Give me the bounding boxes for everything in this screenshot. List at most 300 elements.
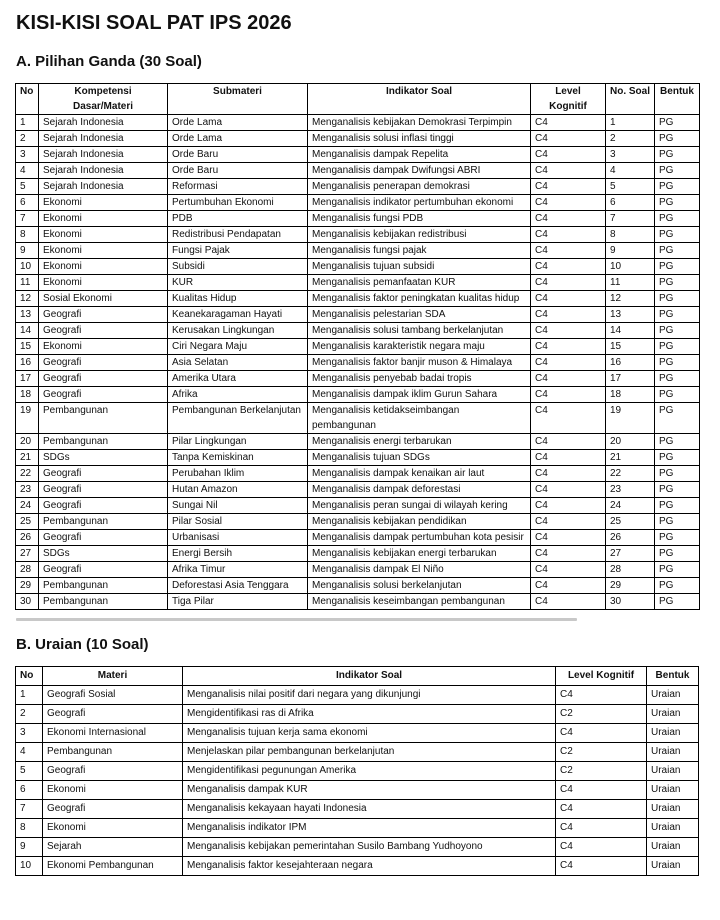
cell-bentuk: PG [655,307,700,323]
table-row [16,259,700,275]
cell-indikator: Menjelaskan pilar pembangunan berkelanjutan [183,743,556,762]
cell-submateri: Kualitas Hidup [168,291,308,307]
table-row [16,705,699,724]
cell-submateri: Orde Lama [168,115,308,131]
cell-submateri: Keanekaragaman Hayati [168,307,308,323]
cell-indikator: Menganalisis pemanfaatan KUR [308,275,531,291]
table-row [16,323,700,339]
cell-submateri: Pembangunan Berkelanjutan [168,403,308,434]
cell-materi: Geografi Sosial [43,686,183,705]
cell-submateri: Energi Bersih [168,546,308,562]
cell-no-soal: 25 [606,514,655,530]
cell-indikator: Menganalisis dampak iklim Gurun Sahara [308,387,531,403]
cell-bentuk: PG [655,530,700,546]
cell-bentuk: PG [655,514,700,530]
cell-kompetensi: Ekonomi [39,243,168,259]
cell-no: 8 [16,819,43,838]
cell-no: 4 [16,743,43,762]
cell-bentuk: PG [655,371,700,387]
cell-indikator: Menganalisis kebijakan energi terbarukan [308,546,531,562]
cell-indikator: Menganalisis dampak Repelita [308,147,531,163]
cell-level: C4 [556,819,647,838]
essay-table [15,666,699,876]
cell-level: C4 [531,243,606,259]
cell-level: C4 [531,291,606,307]
cell-no: 7 [16,211,39,227]
cell-indikator: Menganalisis fungsi pajak [308,243,531,259]
cell-bentuk: PG [655,115,700,131]
cell-level: C4 [556,724,647,743]
cell-bentuk: PG [655,227,700,243]
cell-no: 9 [16,243,39,259]
cell-submateri: Pilar Lingkungan [168,434,308,450]
cell-kompetensi: Geografi [39,482,168,498]
cell-bentuk: PG [655,131,700,147]
cell-level: C4 [531,514,606,530]
header-level: Level Kognitif [531,84,606,115]
cell-level: C4 [531,211,606,227]
cell-submateri: PDB [168,211,308,227]
cell-no: 16 [16,355,39,371]
cell-no-soal: 20 [606,434,655,450]
cell-no: 10 [16,857,43,876]
table-row [16,227,700,243]
horizontal-scrollbar[interactable] [16,618,577,621]
cell-level: C2 [556,705,647,724]
cell-kompetensi: Geografi [39,371,168,387]
cell-no: 10 [16,259,39,275]
cell-indikator: Menganalisis kebijakan pendidikan [308,514,531,530]
cell-bentuk: PG [655,147,700,163]
cell-indikator: Menganalisis kebijakan pemerintahan Susilo Bambang Yudhoyono [183,838,556,857]
cell-kompetensi: Geografi [39,307,168,323]
cell-no-soal: 22 [606,466,655,482]
cell-submateri: Tanpa Kemiskinan [168,450,308,466]
cell-indikator: Menganalisis energi terbarukan [308,434,531,450]
cell-no: 1 [16,686,43,705]
cell-kompetensi: Pembangunan [39,514,168,530]
cell-submateri: Afrika [168,387,308,403]
cell-no: 27 [16,546,39,562]
cell-bentuk: Uraian [647,762,699,781]
table-row [16,562,700,578]
cell-kompetensi: Ekonomi [39,195,168,211]
table-row [16,163,700,179]
cell-no: 20 [16,434,39,450]
header-bentuk: Bentuk [655,84,700,115]
table-row [16,307,700,323]
cell-bentuk: PG [655,195,700,211]
cell-bentuk: Uraian [647,819,699,838]
cell-bentuk: PG [655,355,700,371]
cell-kompetensi: Sejarah Indonesia [39,147,168,163]
cell-no: 7 [16,800,43,819]
cell-bentuk: PG [655,387,700,403]
cell-level: C4 [531,450,606,466]
cell-kompetensi: Pembangunan [39,594,168,610]
cell-no: 1 [16,115,39,131]
cell-bentuk: Uraian [647,781,699,800]
cell-materi: Pembangunan [43,743,183,762]
cell-level: C4 [531,131,606,147]
table-header-row [16,667,699,686]
cell-level: C4 [531,594,606,610]
cell-submateri: Orde Lama [168,131,308,147]
table-row [16,339,700,355]
cell-kompetensi: Ekonomi [39,339,168,355]
cell-indikator: Menganalisis fungsi PDB [308,211,531,227]
header-indikator: Indikator Soal [183,667,556,686]
cell-no: 17 [16,371,39,387]
cell-materi: Ekonomi Internasional [43,724,183,743]
cell-no: 5 [16,762,43,781]
header-submateri: Submateri [168,84,308,115]
cell-no: 11 [16,275,39,291]
cell-indikator: Menganalisis kebijakan redistribusi [308,227,531,243]
cell-materi: Geografi [43,762,183,781]
cell-level: C4 [556,857,647,876]
cell-no-soal: 11 [606,275,655,291]
cell-no: 19 [16,403,39,434]
header-level: Level Kognitif [556,667,647,686]
cell-kompetensi: Geografi [39,562,168,578]
cell-no-soal: 12 [606,291,655,307]
cell-level: C4 [531,387,606,403]
cell-no-soal: 21 [606,450,655,466]
cell-indikator: Menganalisis solusi berkelanjutan [308,578,531,594]
table-row [16,578,700,594]
cell-no-soal: 16 [606,355,655,371]
cell-no: 3 [16,147,39,163]
table-row [16,466,700,482]
cell-kompetensi: Sejarah Indonesia [39,131,168,147]
cell-materi: Ekonomi [43,819,183,838]
cell-submateri: Ciri Negara Maju [168,339,308,355]
cell-submateri: Deforestasi Asia Tenggara [168,578,308,594]
cell-no-soal: 30 [606,594,655,610]
cell-level: C4 [531,227,606,243]
cell-kompetensi: Pembangunan [39,578,168,594]
cell-no: 9 [16,838,43,857]
cell-bentuk: PG [655,562,700,578]
cell-bentuk: PG [655,578,700,594]
cell-kompetensi: Geografi [39,498,168,514]
cell-materi: Ekonomi [43,781,183,800]
cell-no-soal: 19 [606,403,655,434]
cell-level: C4 [531,466,606,482]
cell-kompetensi: Ekonomi [39,259,168,275]
section-a-title: A. Pilihan Ganda (30 Soal) [16,53,202,70]
cell-no-soal: 27 [606,546,655,562]
cell-level: C4 [556,800,647,819]
cell-indikator: Menganalisis kebijakan Demokrasi Terpimpin [308,115,531,131]
table-row [16,819,699,838]
cell-submateri: Reformasi [168,179,308,195]
cell-indikator: Menganalisis faktor peningkatan kualitas hidup [308,291,531,307]
cell-level: C2 [556,762,647,781]
cell-no: 21 [16,450,39,466]
cell-indikator: Menganalisis indikator IPM [183,819,556,838]
cell-no: 3 [16,724,43,743]
cell-no: 4 [16,163,39,179]
table-header-row [16,84,700,115]
table-row [16,781,699,800]
cell-indikator: Menganalisis dampak KUR [183,781,556,800]
table-row [16,762,699,781]
page-title: KISI-KISI SOAL PAT IPS 2026 [16,12,292,34]
table-row [16,434,700,450]
cell-bentuk: PG [655,259,700,275]
cell-level: C4 [531,546,606,562]
cell-bentuk: PG [655,546,700,562]
cell-no: 15 [16,339,39,355]
cell-bentuk: PG [655,211,700,227]
cell-indikator: Menganalisis pelestarian SDA [308,307,531,323]
cell-no: 28 [16,562,39,578]
cell-indikator: Mengidentifikasi pegunungan Amerika [183,762,556,781]
cell-level: C2 [556,743,647,762]
header-bentuk: Bentuk [647,667,699,686]
cell-bentuk: PG [655,179,700,195]
cell-indikator: Menganalisis keseimbangan pembangunan [308,594,531,610]
cell-kompetensi: SDGs [39,546,168,562]
cell-indikator: Menganalisis dampak Dwifungsi ABRI [308,163,531,179]
cell-level: C4 [531,195,606,211]
cell-level: C4 [531,482,606,498]
cell-level: C4 [531,323,606,339]
cell-kompetensi: Sejarah Indonesia [39,179,168,195]
table-row [16,403,700,434]
cell-no-soal: 28 [606,562,655,578]
cell-bentuk: PG [655,323,700,339]
cell-level: C4 [531,355,606,371]
cell-level: C4 [531,562,606,578]
cell-no: 22 [16,466,39,482]
cell-indikator: Menganalisis dampak kenaikan air laut [308,466,531,482]
cell-indikator: Menganalisis penyebab badai tropis [308,371,531,387]
cell-submateri: KUR [168,275,308,291]
cell-bentuk: Uraian [647,686,699,705]
cell-no: 2 [16,705,43,724]
cell-bentuk: Uraian [647,705,699,724]
cell-no-soal: 6 [606,195,655,211]
cell-no: 24 [16,498,39,514]
header-no: No [16,84,39,115]
cell-bentuk: Uraian [647,838,699,857]
cell-level: C4 [531,339,606,355]
cell-no: 12 [16,291,39,307]
cell-no-soal: 9 [606,243,655,259]
cell-no-soal: 15 [606,339,655,355]
cell-indikator: Menganalisis tujuan kerja sama ekonomi [183,724,556,743]
header-no: No [16,667,43,686]
table-row [16,450,700,466]
cell-no: 6 [16,781,43,800]
cell-submateri: Sungai Nil [168,498,308,514]
cell-level: C4 [531,163,606,179]
cell-indikator: Menganalisis faktor kesejahteraan negara [183,857,556,876]
cell-no: 30 [16,594,39,610]
cell-no-soal: 13 [606,307,655,323]
table-row [16,838,699,857]
cell-level: C4 [531,307,606,323]
cell-no: 5 [16,179,39,195]
cell-no-soal: 26 [606,530,655,546]
cell-indikator: Menganalisis dampak pertumbuhan kota pesisir [308,530,531,546]
cell-indikator: Menganalisis solusi inflasi tinggi [308,131,531,147]
cell-indikator: Menganalisis penerapan demokrasi [308,179,531,195]
cell-no: 14 [16,323,39,339]
table-row [16,211,700,227]
cell-no-soal: 1 [606,115,655,131]
cell-indikator: Menganalisis tujuan subsidi [308,259,531,275]
cell-submateri: Redistribusi Pendapatan [168,227,308,243]
table-row [16,724,699,743]
cell-bentuk: PG [655,450,700,466]
cell-materi: Sejarah [43,838,183,857]
cell-bentuk: PG [655,275,700,291]
cell-no-soal: 3 [606,147,655,163]
cell-level: C4 [556,781,647,800]
cell-submateri: Orde Baru [168,163,308,179]
cell-bentuk: PG [655,403,700,434]
cell-submateri: Pertumbuhan Ekonomi [168,195,308,211]
cell-kompetensi: Ekonomi [39,275,168,291]
cell-kompetensi: Geografi [39,323,168,339]
table-row [16,147,700,163]
table-row [16,195,700,211]
cell-level: C4 [556,686,647,705]
cell-submateri: Asia Selatan [168,355,308,371]
cell-no-soal: 23 [606,482,655,498]
header-kompetensi: Kompetensi Dasar/Materi [39,84,168,115]
cell-level: C4 [531,498,606,514]
cell-kompetensi: Sejarah Indonesia [39,115,168,131]
cell-no-soal: 4 [606,163,655,179]
table-row [16,115,700,131]
cell-submateri: Perubahan Iklim [168,466,308,482]
cell-bentuk: PG [655,594,700,610]
table-row [16,291,700,307]
cell-no: 2 [16,131,39,147]
cell-no: 26 [16,530,39,546]
cell-no: 23 [16,482,39,498]
table-row [16,482,700,498]
table-row [16,243,700,259]
cell-submateri: Pilar Sosial [168,514,308,530]
cell-no: 13 [16,307,39,323]
table-row [16,800,699,819]
header-materi: Materi [43,667,183,686]
cell-level: C4 [531,179,606,195]
cell-level: C4 [531,147,606,163]
cell-indikator: Menganalisis dampak El Niño [308,562,531,578]
cell-no: 18 [16,387,39,403]
table-row [16,594,700,610]
table-row [16,371,700,387]
cell-no: 6 [16,195,39,211]
cell-kompetensi: Ekonomi [39,227,168,243]
cell-bentuk: PG [655,291,700,307]
cell-bentuk: PG [655,243,700,259]
cell-bentuk: PG [655,498,700,514]
table-row [16,743,699,762]
cell-bentuk: PG [655,466,700,482]
table-row [16,686,699,705]
cell-submateri: Fungsi Pajak [168,243,308,259]
section-b-title: B. Uraian (10 Soal) [16,636,149,653]
cell-no-soal: 24 [606,498,655,514]
cell-indikator: Menganalisis peran sungai di wilayah kering [308,498,531,514]
cell-no-soal: 14 [606,323,655,339]
cell-indikator: Menganalisis karakteristik negara maju [308,339,531,355]
cell-kompetensi: Sejarah Indonesia [39,163,168,179]
table-row [16,514,700,530]
cell-kompetensi: SDGs [39,450,168,466]
table-row [16,546,700,562]
cell-no-soal: 29 [606,578,655,594]
cell-bentuk: Uraian [647,724,699,743]
cell-level: C4 [531,275,606,291]
cell-no: 8 [16,227,39,243]
cell-no-soal: 10 [606,259,655,275]
cell-bentuk: PG [655,339,700,355]
cell-level: C4 [531,115,606,131]
cell-no-soal: 7 [606,211,655,227]
cell-indikator: Menganalisis kekayaan hayati Indonesia [183,800,556,819]
cell-submateri: Kerusakan Lingkungan [168,323,308,339]
cell-level: C4 [531,403,606,434]
cell-indikator: Menganalisis tujuan SDGs [308,450,531,466]
cell-indikator: Menganalisis dampak deforestasi [308,482,531,498]
cell-indikator: Menganalisis ketidakseimbangan pembangunan [308,403,531,434]
header-no-soal: No. Soal [606,84,655,115]
table-row [16,530,700,546]
table-row [16,498,700,514]
cell-bentuk: Uraian [647,857,699,876]
cell-no: 25 [16,514,39,530]
cell-indikator: Menganalisis faktor banjir muson & Himalaya [308,355,531,371]
cell-materi: Geografi [43,800,183,819]
cell-submateri: Tiga Pilar [168,594,308,610]
cell-kompetensi: Ekonomi [39,211,168,227]
cell-submateri: Orde Baru [168,147,308,163]
multiple-choice-table [15,83,700,610]
cell-kompetensi: Sosial Ekonomi [39,291,168,307]
table-row [16,275,700,291]
cell-no: 29 [16,578,39,594]
cell-submateri: Afrika Timur [168,562,308,578]
cell-bentuk: PG [655,434,700,450]
cell-kompetensi: Geografi [39,355,168,371]
cell-no-soal: 2 [606,131,655,147]
cell-submateri: Subsidi [168,259,308,275]
cell-kompetensi: Geografi [39,530,168,546]
cell-indikator: Menganalisis indikator pertumbuhan ekonomi [308,195,531,211]
cell-bentuk: Uraian [647,800,699,819]
cell-level: C4 [531,371,606,387]
cell-bentuk: Uraian [647,743,699,762]
cell-bentuk: PG [655,482,700,498]
cell-submateri: Amerika Utara [168,371,308,387]
cell-indikator: Mengidentifikasi ras di Afrika [183,705,556,724]
table-row [16,355,700,371]
cell-no-soal: 18 [606,387,655,403]
cell-indikator: Menganalisis solusi tambang berkelanjutan [308,323,531,339]
cell-level: C4 [531,578,606,594]
cell-kompetensi: Pembangunan [39,403,168,434]
cell-submateri: Hutan Amazon [168,482,308,498]
